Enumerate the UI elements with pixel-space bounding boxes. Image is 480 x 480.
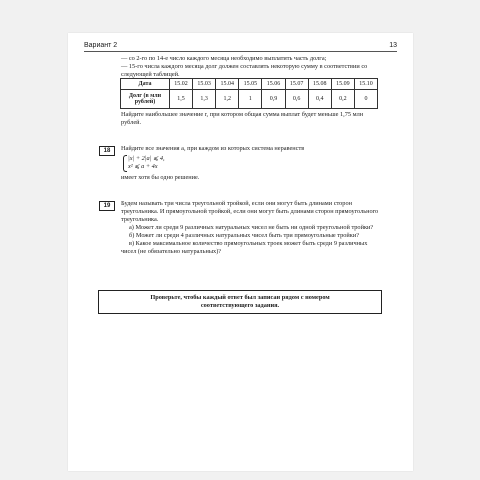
intro-text <box>121 55 379 79</box>
task-19-text <box>121 200 379 256</box>
task-number-19: 19 <box>99 201 115 211</box>
task-19-paragraph: Будем называть три числа треугольной тройкой, если они могут быть длинами сторон треугольника. И прямоугольной тройкой, если они могут быть длинами сторон прямоугольного треугольника. <box>121 200 379 223</box>
intro-line-1: — со 2-го по 14-е число каждого месяца необходимо выплатить часть долга; <box>121 55 327 62</box>
table-cell: 15.05 <box>239 79 262 90</box>
book-page <box>68 33 413 471</box>
task-18-text: Найдите все значения a, при каждом из которых система неравенств <box>121 145 305 152</box>
intro-line-2: — 15-го числа каждого месяца долг должен составлять некоторую сумму в соответствии со следующей таблицей. <box>121 63 368 78</box>
table-head-date: Дата <box>121 79 170 90</box>
task-number-18: 18 <box>99 146 115 156</box>
table-cell: 0,4 <box>308 90 331 109</box>
table-cell: 0,2 <box>331 90 354 109</box>
system-brace <box>123 155 127 172</box>
table-cell: 1,3 <box>193 90 216 109</box>
table-cell: 0 <box>354 90 377 109</box>
table-cell: 1,2 <box>216 90 239 109</box>
table-cell: 1,5 <box>170 90 193 109</box>
table-cell: 15.09 <box>331 79 354 90</box>
table-row-debts <box>121 90 378 109</box>
table-cell: 15.02 <box>170 79 193 90</box>
question-17-ending: Найдите наибольшее значение r, при котором общая сумма выплат будет меньше 1,75 млн рублей. <box>121 111 364 126</box>
answer-reminder-box <box>98 290 382 314</box>
reminder-line-2: соответствующего задания. <box>200 302 280 309</box>
task-19-part-c: в) Какое максимальное количество прямоугольных троек может быть среди 9 различных чисел (не обязательно натуральных)? <box>121 240 368 255</box>
table-cell: 15.10 <box>354 79 377 90</box>
task-19-part-b: б) Может ли среди 4 различных натуральных чисел быть три прямоугольные тройки? <box>129 232 360 239</box>
table-cell: 0,9 <box>262 90 285 109</box>
inequality-system <box>128 155 165 170</box>
table-cell: 0,6 <box>285 90 308 109</box>
table-cell: 15.08 <box>308 79 331 90</box>
debt-table <box>120 78 378 109</box>
task-18-ending: имеет хотя бы одно решение. <box>121 174 200 181</box>
inequality-1: |x| + 2|a| ⩽ 4, <box>128 155 165 162</box>
task-19-part-a: а) Может ли среди 9 различных натуральных чисел не быть ни одной треугольной тройки? <box>129 224 374 231</box>
table-cell: 15.03 <box>193 79 216 90</box>
table-head-debt: Долг (в млн рублей) <box>121 90 170 109</box>
variant-label: Вариант 2 <box>84 42 118 49</box>
table-cell: 15.07 <box>285 79 308 90</box>
table-cell: 15.06 <box>262 79 285 90</box>
table-cell: 1 <box>239 90 262 109</box>
inequality-2: x² ⩽ a + 4x <box>128 162 158 170</box>
header-rule <box>84 51 397 52</box>
table-cell: 15.04 <box>216 79 239 90</box>
reminder-line-1: Проверьте, чтобы каждый ответ был записан рядом с номером <box>150 294 330 301</box>
page-number: 13 <box>389 42 397 49</box>
table-row-dates <box>121 79 378 90</box>
